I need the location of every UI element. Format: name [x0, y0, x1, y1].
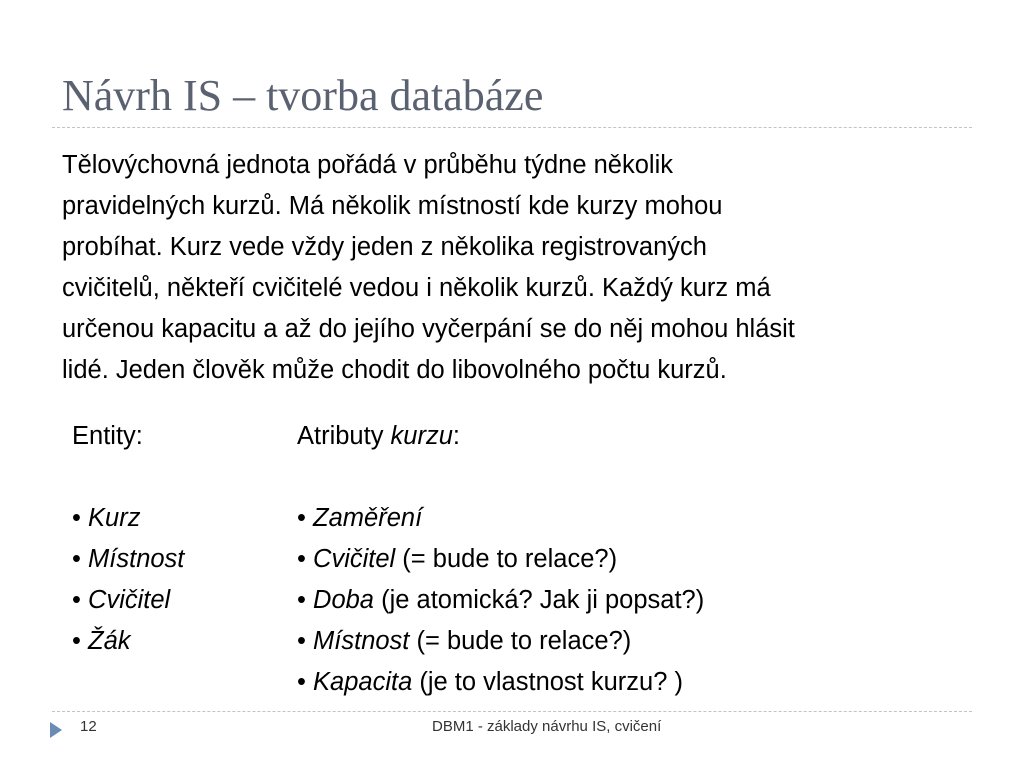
- list-item: [72, 498, 184, 539]
- bullet: •: [297, 586, 306, 614]
- entity-name: Žák: [88, 627, 131, 655]
- bullet: •: [297, 668, 306, 696]
- paragraph-line: cvičitelů, někteří cvičitelé vedou i několik kurzů. Každý kurz má: [62, 274, 771, 302]
- list-item: [72, 621, 184, 662]
- entity-name: Kurz: [88, 504, 141, 532]
- attribute-name: Doba: [313, 586, 374, 614]
- attributes-list: [297, 416, 704, 703]
- bullet: •: [72, 545, 81, 573]
- attribute-name: Kapacita: [313, 668, 413, 696]
- page-number: 12: [80, 718, 97, 735]
- bullet: •: [72, 586, 81, 614]
- bullet: •: [72, 627, 81, 655]
- attribute-note: (je to vlastnost kurzu? ): [412, 668, 683, 696]
- list-item: [297, 498, 704, 539]
- paragraph-line: Tělovýchovná jednota pořádá v průběhu týdne několik: [62, 151, 673, 179]
- footer-caption: DBM1 - základy návrhu IS, cvičení: [432, 718, 662, 735]
- attributes-heading-italic: kurzu: [390, 422, 453, 450]
- bullet: •: [297, 545, 306, 573]
- attribute-note: (= bude to relace?): [395, 545, 618, 573]
- triangle-right-icon: [50, 722, 62, 738]
- list-item: [297, 621, 704, 662]
- entities-heading: Entity:: [72, 422, 143, 450]
- list-item: [72, 539, 184, 580]
- list-item: [297, 539, 704, 580]
- attributes-heading-suffix: :: [452, 422, 460, 450]
- attributes-heading: [297, 416, 704, 457]
- title-divider: [52, 127, 972, 128]
- footer-divider: [52, 711, 972, 712]
- entities-list: [72, 416, 184, 662]
- bullet: •: [72, 504, 81, 532]
- slide-paragraph: [62, 145, 962, 391]
- paragraph-line: lidé. Jeden člověk může chodit do libovolného počtu kurzů.: [62, 356, 727, 384]
- slide-title: Návrh IS – tvorba databáze: [62, 71, 544, 120]
- paragraph-line: probíhat. Kurz vede vždy jeden z několika registrovaných: [62, 233, 707, 261]
- attribute-name: Cvičitel: [313, 545, 396, 573]
- entity-name: Místnost: [88, 545, 185, 573]
- list-item: [297, 662, 704, 703]
- attribute-name: Zaměření: [313, 504, 423, 532]
- paragraph-line: určenou kapacitu a až do jejího vyčerpání se do něj mohou hlásit: [62, 315, 795, 343]
- paragraph-line: pravidelných kurzů. Má několik místností kde kurzy mohou: [62, 192, 723, 220]
- attributes-heading-prefix: Atributy: [297, 422, 391, 450]
- attribute-name: Místnost: [313, 627, 410, 655]
- entity-name: Cvičitel: [88, 586, 171, 614]
- bullet: •: [297, 504, 306, 532]
- list-item: [297, 580, 704, 621]
- attribute-note: (= bude to relace?): [409, 627, 632, 655]
- bullet: •: [297, 627, 306, 655]
- list-item: [72, 580, 184, 621]
- attribute-note: (je atomická? Jak ji popsat?): [374, 586, 705, 614]
